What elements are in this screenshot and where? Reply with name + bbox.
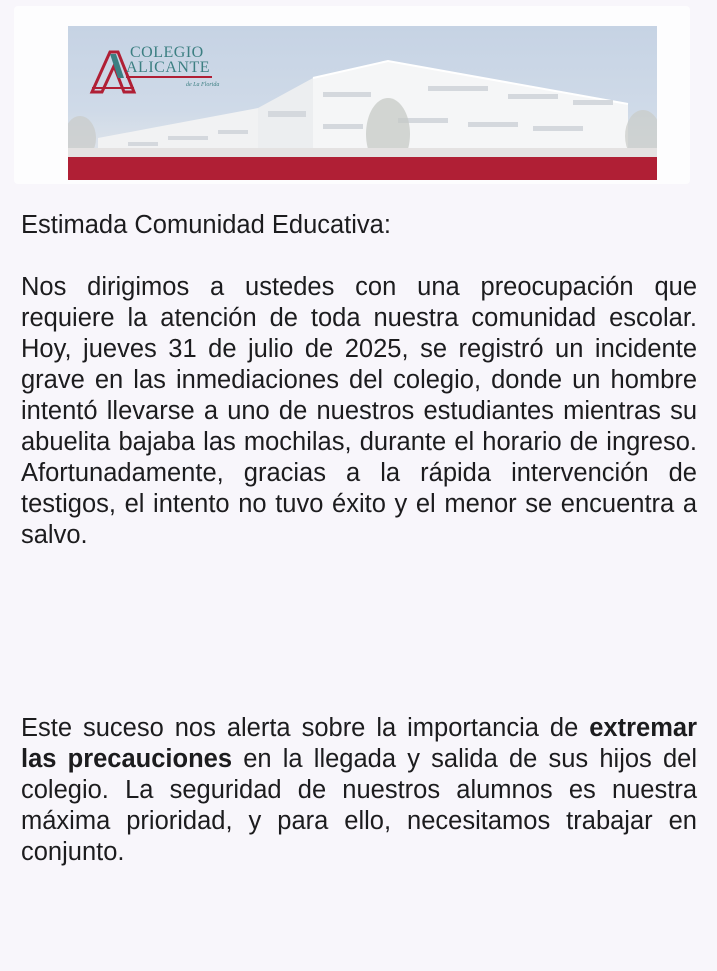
paragraph-2-rest: en la llegada y salida de sus hijos del colegio. La seguridad de nuestros alumnos es nuestra máxima prioridad, y para ello, necesitamos trabajar en conjunto. [21,745,697,866]
logo-text-subtitle: de La Florida [186,82,220,88]
letter-paragraph-1: Nos dirigimos a ustedes con una preocupación que requiere la atención de toda nuestra comunidad escolar. Hoy, jueves 31 de julio de 2025, se registró un incidente grave en las inmediaciones del colegio, donde un hombre intentó llevarse a uno de nuestros estudiantes mientras su abuelita bajaba las mochilas, durante el horario de ingreso. Afortunadamente, gracias a la rápida intervención de testigos, el intento no tuvo éxito y el menor se encuentra a salvo. [21,273,697,549]
banner-container [14,6,690,184]
letter-paragraph-2 [21,713,697,868]
logo-text-colegio: COLEGIO [130,44,204,61]
school-banner [68,26,657,180]
banner-red-bar [68,157,657,180]
school-logo [88,44,248,104]
paragraph-2-intro: Este suceso nos alerta sobre la importancia de [21,714,590,742]
emphasis-text: extremar las precauciones [21,714,697,773]
logo-text-alicante: ALICANTE [126,59,210,76]
letter-greeting: Estimada Comunidad Educativa: [21,211,391,239]
